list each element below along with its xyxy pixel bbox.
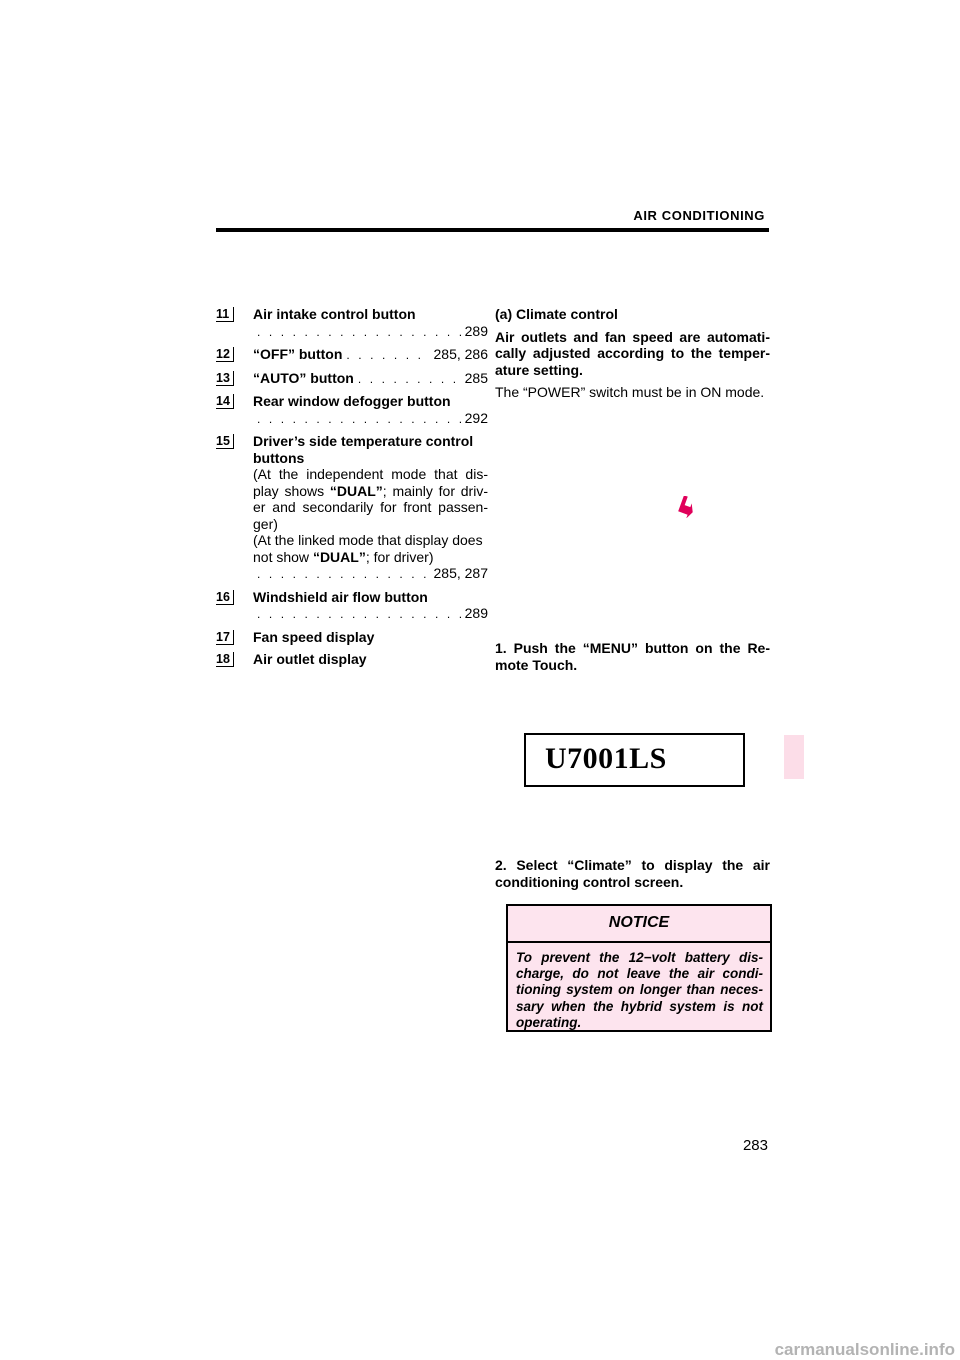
image-label: U7001LS [545,742,667,775]
right-column [495,306,770,401]
footer-watermark: carmanualsonline.info [774,1340,955,1359]
item-note: (At the linked mode that display does not show “DUAL”; for driver) [253,532,483,565]
item-number: 15 [216,434,234,449]
item-title: Air outlet display [253,651,367,667]
item-number: 13 [216,371,234,386]
item-number: 12 [216,347,234,362]
section-side-tab [784,735,804,779]
subsection-heading: (a) Climate control [495,306,618,322]
list-item [216,629,488,646]
list-item [216,393,488,427]
header-rule [216,228,769,232]
page-ref: 285 [464,369,488,386]
item-number: 14 [216,394,234,409]
power-note: The “POWER” switch must be in ON mode. [495,384,765,400]
notice-box [506,904,772,1032]
page-ref: 289 [464,322,488,339]
list-item [216,651,488,668]
item-note: (At the independent mode that dis-play shows “DUAL”; mainly for driv-er and secondarily for front passen-ger) [253,466,488,532]
item-title: Windshield air flow button [253,588,428,605]
arrow-down-right-icon [674,496,694,518]
step-1: 1. Push the “MENU” button on the Re-mote Touch. [495,640,770,673]
section-title: AIR CONDITIONING [633,208,765,223]
page-ref: 292 [464,409,488,426]
item-number: 11 [216,307,234,322]
page-ref: 285, 286 [433,346,488,362]
item-title: “OFF” button [253,346,343,362]
list-item [216,589,488,623]
item-title: Driver’s side temperature control buttons [253,433,474,466]
notice-body: To prevent the 12−volt battery dis-charge, do not leave the air condi-tioning system on longer than neces-sary when the hybrid system is not operating. [516,950,763,1030]
item-title: Fan speed display [253,628,375,645]
page-ref: 285, 287 [433,565,488,581]
step-2: 2. Select “Climate” to display the air conditioning control screen. [495,857,770,890]
item-title: “AUTO” button [253,369,354,386]
list-item [216,306,488,340]
intro-text: Air outlets and fan speed are automati-cally adjusted according to the temper-ature setting. [495,328,770,378]
item-number: 17 [216,630,234,645]
list-item [216,433,488,583]
page-number: 283 [742,1137,768,1154]
item-number: 18 [216,652,234,667]
list-item [216,346,488,364]
notice-title: NOTICE [508,906,770,943]
item-list [216,306,488,674]
item-number: 16 [216,590,234,605]
item-title: Rear window defogger button [253,393,451,409]
item-title: Air intake control button [253,306,416,322]
page-ref: 289 [464,605,488,621]
list-item [216,370,488,388]
